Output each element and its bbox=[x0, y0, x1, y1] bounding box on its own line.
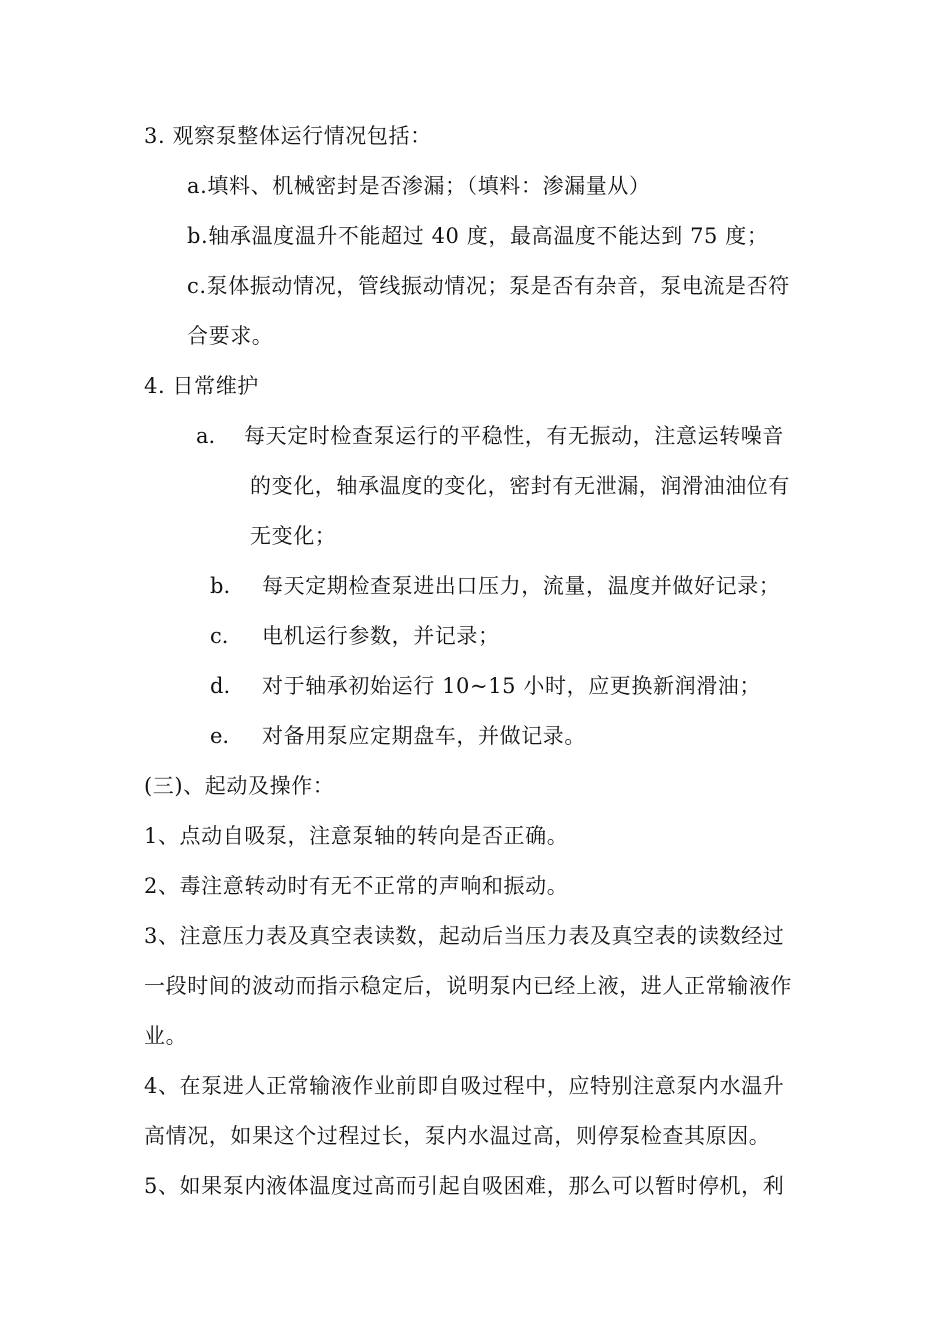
startup-p4-line1: 4、在泵进人正常输液作业前即自吸过程中，应特别注意泵内水温升 bbox=[144, 1074, 785, 1098]
section3-item-a: a.填料、机械密封是否渗漏；（填料：渗漏量从） bbox=[187, 174, 651, 198]
section3-item-b: b.轴承温度温升不能超过 40 度，最高温度不能达到 75 度； bbox=[187, 224, 769, 248]
startup-p5-line1: 5、如果泵内液体温度过高而引起自吸困难，那么可以暂时停机，利 bbox=[144, 1174, 785, 1198]
startup-p3-line2: 一段时间的波动而指示稳定后，说明泵内已经上液，进人正常输液作 bbox=[144, 974, 792, 998]
section4-item-e-text: 对备用泵应定期盘车，并做记录。 bbox=[262, 724, 586, 748]
startup-p3-line3: 业。 bbox=[144, 1024, 188, 1048]
section4-item-a-label: a. bbox=[196, 424, 216, 448]
section4-item-e-label: e. bbox=[210, 724, 230, 748]
section4-item-b-label: b. bbox=[210, 574, 231, 598]
section4-item-a-line3: 无变化； bbox=[250, 524, 337, 548]
section4-item-c-label: c. bbox=[210, 624, 229, 648]
section3-item-c-line2: 合要求。 bbox=[187, 324, 274, 348]
section4-item-a-line1: 每天定时检查泵运行的平稳性，有无振动，注意运转噪音 bbox=[244, 424, 784, 448]
startup-p3-line1: 3、注意压力表及真空表读数，起动后当压力表及真空表的读数经过 bbox=[144, 924, 785, 948]
section3-item-c-line1: c.泵体振动情况，管线振动情况；泵是否有杂音，泵电流是否符 bbox=[187, 274, 790, 298]
section4-item-d-text: 对于轴承初始运行 10~15 小时，应更换新润滑油； bbox=[262, 674, 761, 698]
section4-item-c-text: 电机运行参数，并记录； bbox=[262, 624, 500, 648]
section4-item-a-line2: 的变化，轴承温度的变化，密封有无泄漏，润滑油油位有 bbox=[250, 474, 790, 498]
section4-heading: 4. 日常维护 bbox=[144, 374, 259, 398]
section4-item-d-label: d. bbox=[210, 674, 231, 698]
startup-heading: (三)、起动及操作： bbox=[144, 774, 335, 798]
startup-p1: 1、点动自吸泵，注意泵轴的转向是否正确。 bbox=[144, 824, 569, 848]
startup-p4-line2: 高情况，如果这个过程过长，泵内水温过高，则停泵检查其原因。 bbox=[144, 1124, 771, 1148]
section4-item-b-text: 每天定期检查泵进出口压力，流量，温度并做好记录； bbox=[262, 574, 781, 598]
startup-p2: 2、毒注意转动时有无不正常的声响和振动。 bbox=[144, 874, 569, 898]
section3-heading: 3. 观察泵整体运行情况包括： bbox=[144, 124, 432, 148]
